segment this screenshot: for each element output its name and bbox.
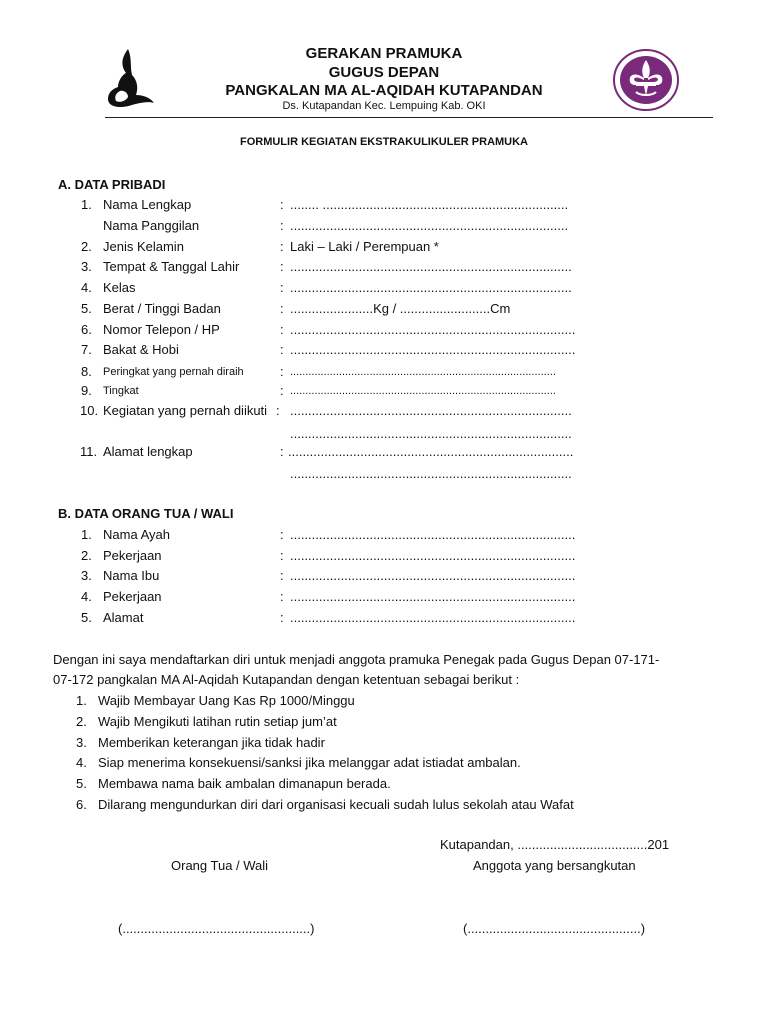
header-divider	[105, 117, 713, 118]
field-value: ...............................................................................	[290, 527, 576, 542]
row-number: 6.	[81, 322, 92, 337]
field-value: .......................................................................................	[290, 385, 556, 397]
row-number: 10.	[80, 403, 99, 418]
field-colon: :	[280, 383, 284, 398]
term-number: 5.	[76, 776, 87, 791]
field-value: ..............................................................................	[290, 403, 572, 418]
row-number: 5.	[81, 610, 92, 625]
field-value: ...............................................................................	[290, 589, 576, 604]
member-signature-line: (................................................)	[463, 921, 646, 936]
row-number: 3.	[81, 568, 92, 583]
field-colon: :	[280, 280, 284, 295]
row-number: 1.	[81, 197, 92, 212]
row-number: 8.	[81, 364, 92, 379]
term-number: 4.	[76, 755, 87, 770]
field-colon: :	[280, 301, 284, 316]
field-colon: :	[280, 527, 284, 542]
field-label: Berat / Tinggi Badan	[103, 301, 221, 316]
field-label: Kelas	[103, 280, 136, 295]
gugus-depan-title: GUGUS DEPAN	[328, 64, 440, 81]
org-name: GERAKAN PRAMUKA	[305, 45, 463, 62]
header-address: Ds. Kutapandan Kec. Lempuing Kab. OKI	[282, 100, 486, 112]
term-text: Membawa nama baik ambalan dimanapun berada.	[98, 776, 391, 791]
field-label: Nama Ayah	[103, 527, 170, 542]
term-number: 3.	[76, 735, 87, 750]
row-number: 4.	[81, 589, 92, 604]
field-colon: :	[280, 322, 284, 337]
row-number: 5.	[81, 301, 92, 316]
term-number: 1.	[76, 693, 87, 708]
field-colon: :	[280, 568, 284, 583]
field-label: Tempat & Tanggal Lahir	[103, 259, 240, 274]
field-colon: :	[280, 610, 284, 625]
field-value: ...............................................................................	[290, 548, 576, 563]
field-label: Nama Ibu	[103, 568, 160, 583]
field-value: Laki – Laki / Perempuan *	[290, 239, 439, 254]
field-value: ..............................................................................	[290, 466, 572, 481]
field-label: Tingkat	[103, 385, 139, 397]
place-date: Kutapandan, ....................................201	[440, 837, 670, 852]
row-number: 4.	[81, 280, 92, 295]
field-value: ...............................................................................	[290, 610, 576, 625]
statement-line-1: Dengan ini saya mendaftarkan diri untuk menjadi anggota pramuka Penegak pada Gugus Depan 07-171-	[53, 652, 660, 667]
form-title: FORMULIR KEGIATAN EKSTRAKULIKULER PRAMUKA	[239, 136, 529, 148]
row-number: 9.	[81, 383, 92, 398]
term-text: Wajib Membayar Uang Kas Rp 1000/Minggu	[98, 693, 355, 708]
term-text: Siap menerima konsekuensi/sanksi jika melanggar adat istiadat ambalan.	[98, 755, 521, 770]
field-colon: :	[280, 239, 284, 254]
field-label: Bakat & Hobi	[103, 342, 179, 357]
pangkalan-title: PANGKALAN MA AL-AQIDAH KUTAPANDAN	[225, 82, 543, 99]
field-colon: :	[280, 342, 284, 357]
field-label: Nomor Telepon / HP	[103, 322, 220, 337]
field-colon: :	[280, 259, 284, 274]
term-number: 6.	[76, 797, 87, 812]
field-label: Alamat	[103, 610, 144, 625]
field-value: ..............................................................................	[290, 426, 572, 441]
field-colon: :	[280, 444, 284, 459]
field-colon: :	[276, 403, 280, 418]
parent-signature-line: (....................................................)	[118, 921, 315, 936]
row-number: 2.	[81, 239, 92, 254]
field-value: .............................................................................	[290, 218, 569, 233]
field-label: Nama Lengkap	[103, 197, 192, 212]
field-value: .......................Kg / .........................Cm	[290, 301, 511, 316]
field-colon: :	[280, 589, 284, 604]
field-label: Pekerjaan	[103, 548, 162, 563]
field-value: .......................................................................................	[290, 366, 556, 378]
field-value: ...............................................................................	[290, 322, 576, 337]
term-text: Dilarang mengundurkan diri dari organisasi kecuali sudah lulus sekolah atau Wafat	[98, 797, 574, 812]
row-number: 3.	[81, 259, 92, 274]
field-colon: :	[280, 197, 284, 212]
statement-line-2: 07-172 pangkalan MA Al-Aqidah Kutapandan dengan ketentuan sebagai berikut :	[53, 672, 520, 687]
field-label: Nama Panggilan	[103, 218, 200, 233]
field-colon: :	[280, 548, 284, 563]
field-label: Peringkat yang pernah diraih	[103, 366, 244, 378]
field-label: Pekerjaan	[103, 589, 162, 604]
field-value: ...............................................................................	[290, 342, 576, 357]
term-text: Memberikan keterangan jika tidak hadir	[98, 735, 325, 750]
term-text: Wajib Mengikuti latihan rutin setiap jum’at	[98, 714, 337, 729]
term-number: 2.	[76, 714, 87, 729]
member-signature-label: Anggota yang bersangkutan	[473, 858, 636, 873]
field-value: ...............................................................................	[290, 568, 576, 583]
row-number: 11.	[80, 444, 98, 459]
field-label: Alamat lengkap	[103, 444, 193, 459]
section-a-title: A. DATA PRIBADI	[58, 177, 166, 192]
field-value: ..............................................................................	[290, 280, 572, 295]
row-number: 1.	[81, 527, 92, 542]
row-number: 7.	[81, 342, 92, 357]
row-number: 2.	[81, 548, 92, 563]
field-value: ........ ....................................................................	[290, 197, 569, 212]
field-colon: :	[280, 364, 284, 379]
field-label: Kegiatan yang pernah diikuti	[103, 403, 268, 418]
section-b-title: B. DATA ORANG TUA / WALI	[58, 506, 234, 521]
field-colon: :	[280, 218, 284, 233]
parent-signature-label: Orang Tua / Wali	[171, 858, 269, 873]
field-label: Jenis Kelamin	[103, 239, 184, 254]
field-value: ...............................................................................	[288, 444, 574, 459]
field-value: ..............................................................................	[290, 259, 572, 274]
